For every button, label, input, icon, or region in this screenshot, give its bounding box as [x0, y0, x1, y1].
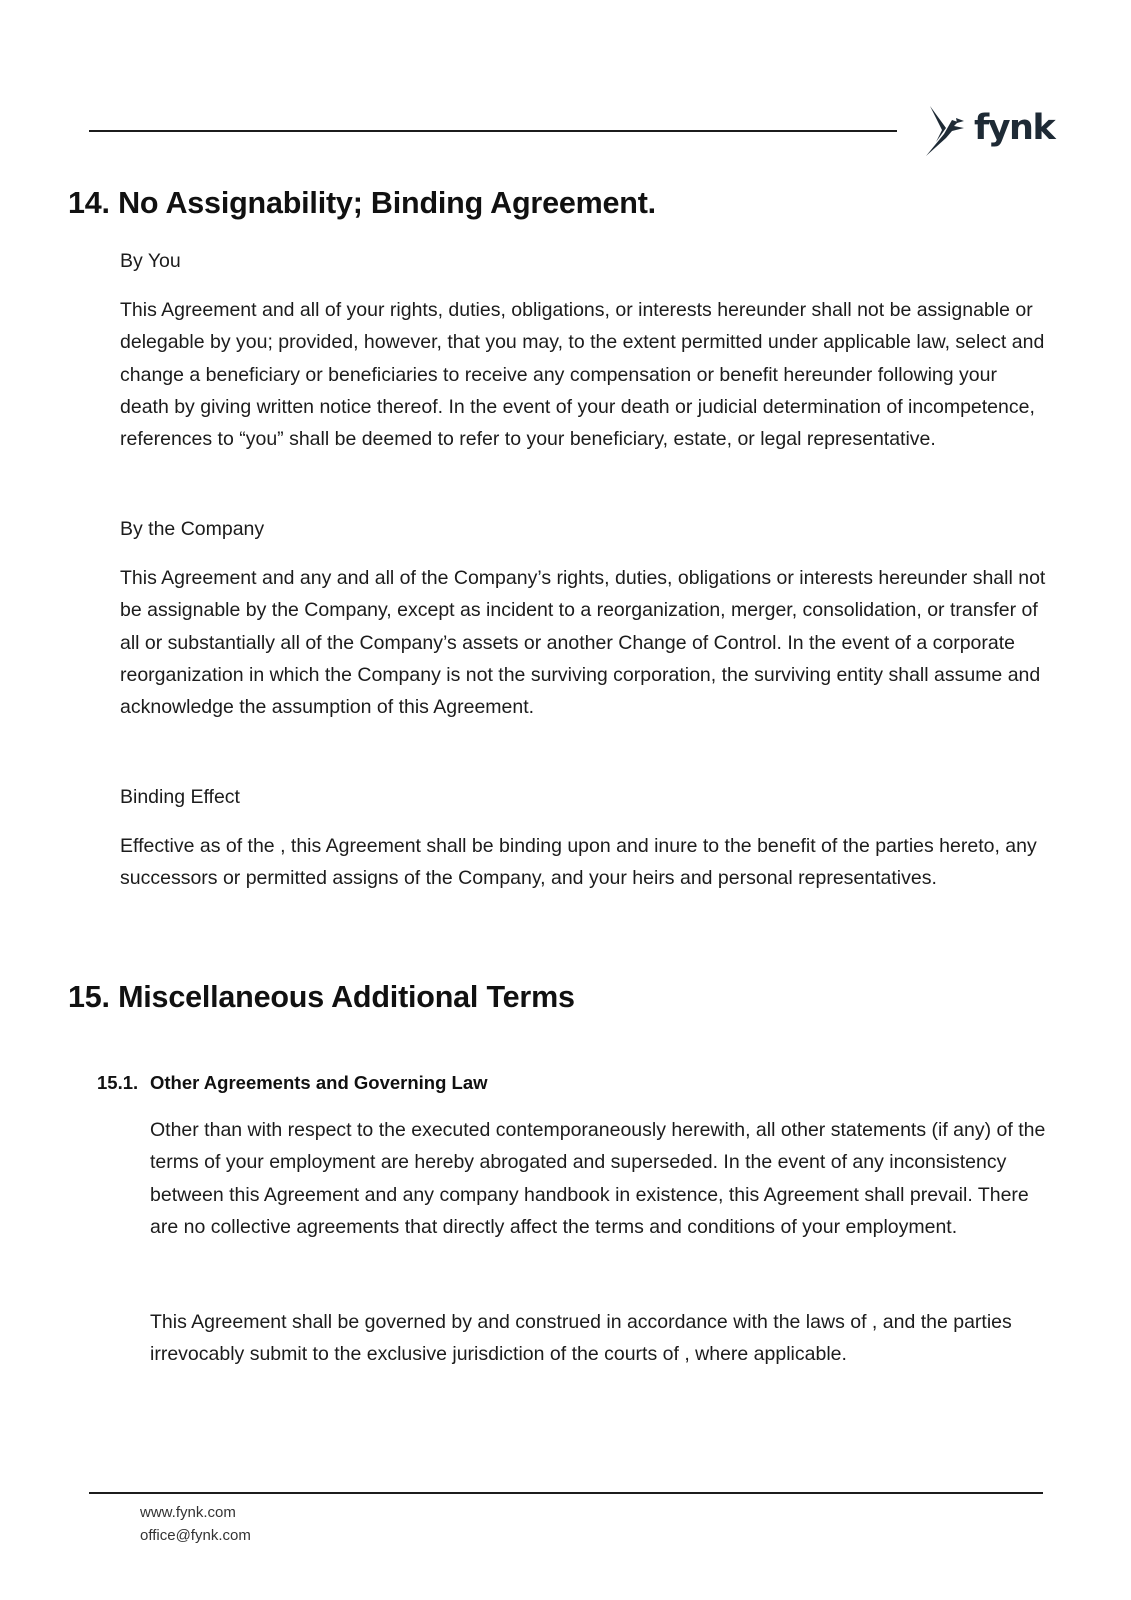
- subsection-title: Other Agreements and Governing Law: [150, 1072, 488, 1093]
- section-14-heading: 14. No Assignability; Binding Agreement.: [68, 186, 656, 220]
- logo-wordmark: fynk: [974, 108, 1055, 148]
- binding-effect-paragraph: Effective as of the , this Agreement shall be binding upon and inure to the benefit of the parties hereto, any successors or permitted assigns of the Company, and your heirs and personal representatives.: [120, 835, 1037, 890]
- governing-law-paragraph-2: This Agreement shall be governed by and construed in accordance with the laws of , and the parties irrevocably submit to the exclusive jurisdiction of the courts of , where applicable.: [150, 1311, 1012, 1366]
- binding-effect-label: Binding Effect: [120, 786, 240, 808]
- by-you-label: By You: [120, 250, 181, 272]
- section-15-heading: 15. Miscellaneous Additional Terms: [68, 980, 575, 1014]
- subsection-number: 15.1.: [97, 1072, 139, 1093]
- subsection-15-1-heading: [97, 1072, 488, 1094]
- fynk-logo: [922, 104, 1054, 158]
- bird-logo-icon: [922, 104, 968, 158]
- by-you-paragraph: This Agreement and all of your rights, duties, obligations, or interests hereunder shall not be assignable or delegable by you; provided, however, that you may, to the extent permitted under applicable law, select and change a beneficiary or beneficiaries to receive any compensation or benefit hereunder following your death by giving written notice thereof. In the event of your death or judicial determination of incompetence, references to “you” shall be deemed to refer to your beneficiary, estate, or legal representative.: [120, 299, 1045, 451]
- header-divider: [89, 130, 897, 132]
- by-company-paragraph: This Agreement and any and all of the Company’s rights, duties, obligations or interests hereunder shall not be assignable by the Company, except as incident to a reorganization, merger, consolidation, or transfer of all or substantially all of the Company’s assets or another Change of Control. In the event of a corporate reorganization in which the Company is not the surviving corporation, the surviving entity shall assume and acknowledge the assumption of this Agreement.: [120, 567, 1046, 719]
- footer-email-link[interactable]: office@fynk.com: [140, 1527, 251, 1544]
- governing-law-paragraph-1: Other than with respect to the executed contemporaneously herewith, all other statements (if any) of the terms of your employment are hereby abrogated and superseded. In the event of any inconsistency between this Agreement and any company handbook in existence, this Agreement shall prevail. There are no collective agreements that directly affect the terms and conditions of your employment.: [150, 1119, 1046, 1238]
- by-company-label: By the Company: [120, 518, 265, 540]
- footer-website-link[interactable]: www.fynk.com: [140, 1504, 236, 1521]
- footer-divider: [89, 1492, 1043, 1494]
